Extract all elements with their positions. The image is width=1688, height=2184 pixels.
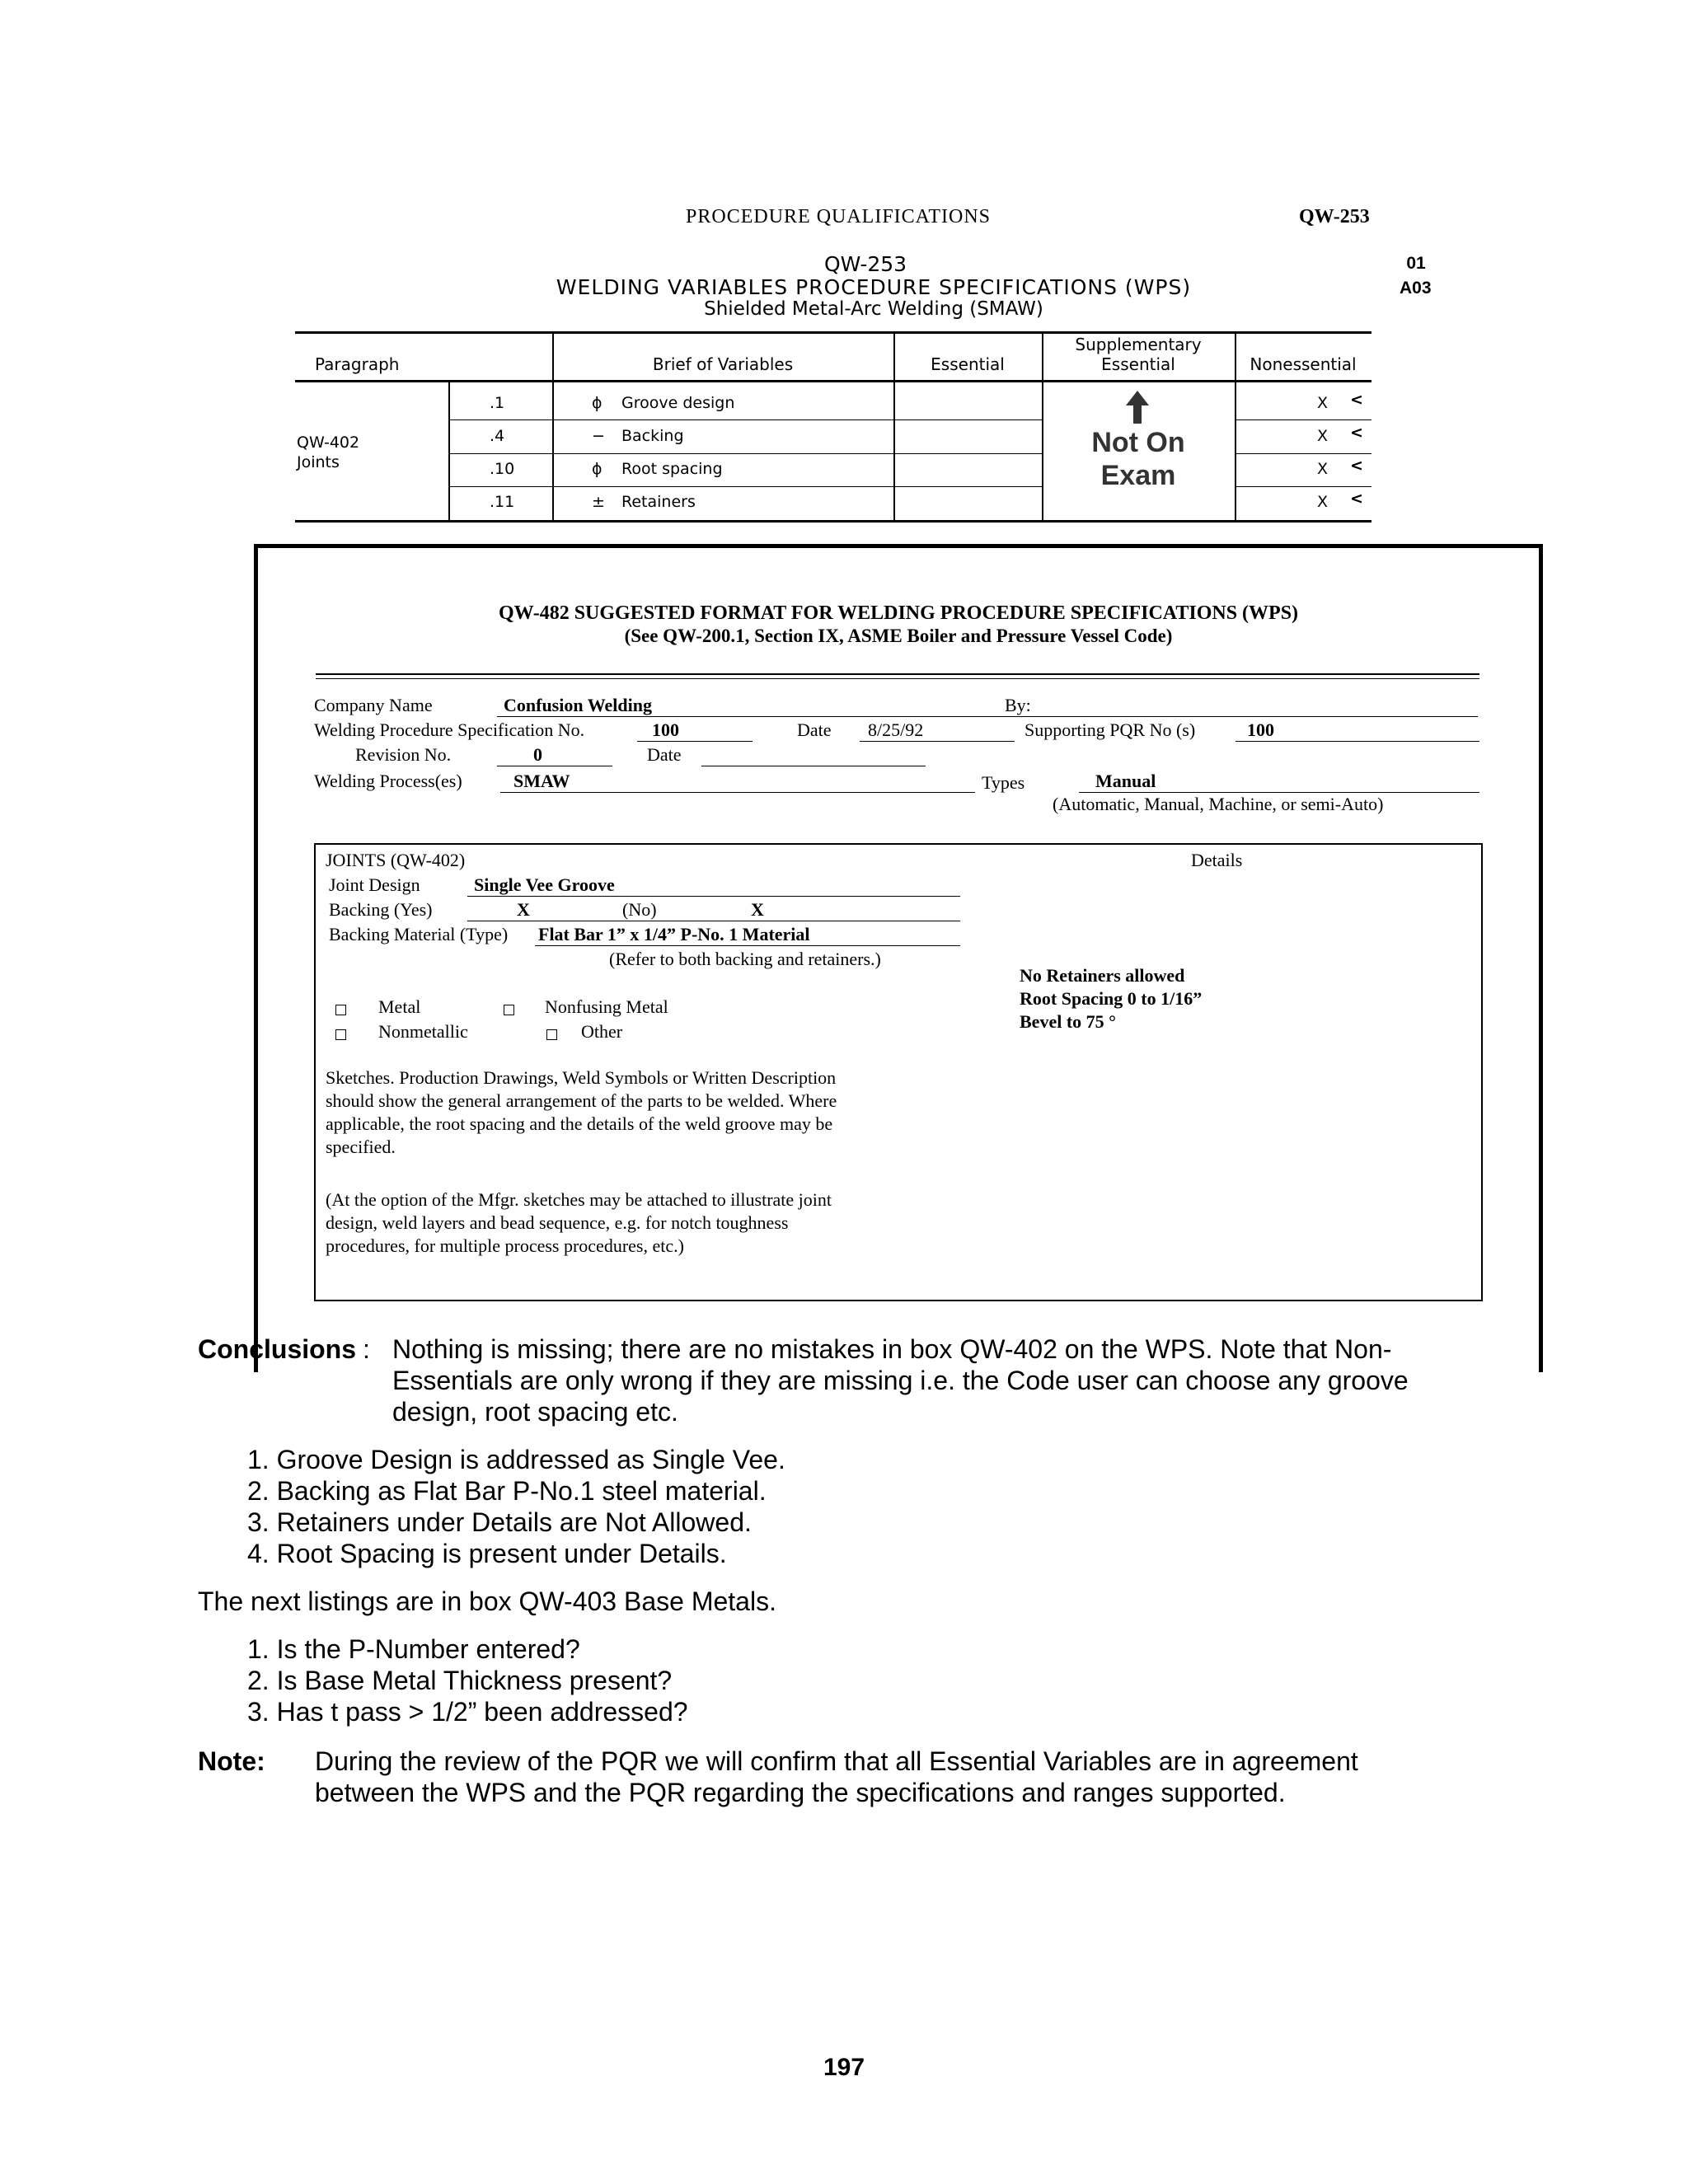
variables-table <box>295 331 1372 523</box>
form-subtitle: (See QW-200.1, Section IX, ASME Boiler and Pressure Vessel Code) <box>624 626 1173 646</box>
types-label: Types <box>982 772 1025 793</box>
row-divider <box>1235 486 1372 487</box>
detail-bevel: Bevel to 75 ° <box>1020 1011 1116 1032</box>
row-variable: Retainers <box>621 493 696 511</box>
refer-note: (Refer to both backing and retainers.) <box>609 949 881 969</box>
sketch-text: specified. <box>326 1137 396 1157</box>
field-underline <box>1236 741 1479 742</box>
header-brief: Brief of Variables <box>652 354 794 374</box>
row-variable: Root spacing <box>621 460 723 478</box>
table-subtitle: Shielded Metal-Arc Welding (SMAW) <box>704 298 1043 320</box>
field-underline <box>1041 716 1478 717</box>
joints-section <box>314 843 1483 1301</box>
row-pointer: < <box>1350 457 1363 475</box>
next-listings: The next listings are in box QW-403 Base Metals. <box>198 1586 776 1616</box>
company-value: Confusion Welding <box>504 695 652 715</box>
nonfusing-checkbox[interactable] <box>504 1005 514 1015</box>
edition-marker-2: A03 <box>1400 279 1432 298</box>
backing-material-label: Backing Material (Type) <box>329 924 509 944</box>
option-text: (At the option of the Mfgr. sketches may be attached to illustrate joint <box>326 1189 832 1210</box>
other-option: Other <box>581 1021 623 1042</box>
row-divider <box>448 486 1042 487</box>
process-label: Welding Process(es) <box>314 771 462 791</box>
row-variable: Groove design <box>621 394 735 412</box>
sketch-text: applicable, the root spacing and the details of the weld groove may be <box>326 1113 833 1134</box>
row-variable: Backing <box>621 427 684 445</box>
header-supplementary-essential: Essential <box>1101 354 1175 374</box>
field-underline <box>1079 792 1479 793</box>
wps-form <box>254 544 1543 1372</box>
nonfusing-option: Nonfusing Metal <box>545 996 668 1017</box>
row-symbol: ± <box>592 493 605 511</box>
table-title: WELDING VARIABLES PROCEDURE SPECIFICATIONS (WPS) <box>556 275 1192 299</box>
row-number: .10 <box>490 460 515 478</box>
joint-design-label: Joint Design <box>329 874 420 895</box>
row-number: .1 <box>490 394 505 412</box>
row-number: .4 <box>490 427 505 445</box>
section-title: PROCEDURE QUALIFICATIONS <box>686 206 992 227</box>
joint-design-value: Single Vee Groove <box>474 874 615 895</box>
other-checkbox[interactable] <box>546 1029 557 1040</box>
conclusions-label: Conclusions <box>198 1334 357 1364</box>
field-underline <box>500 792 975 793</box>
row-mark: X <box>1317 394 1329 412</box>
row-symbol: − <box>592 427 605 445</box>
field-underline <box>860 741 1015 742</box>
conclusions-text: design, root spacing etc. <box>392 1397 678 1427</box>
types-value: Manual <box>1095 771 1156 791</box>
process-value: SMAW <box>513 771 570 791</box>
option-text: procedures, for multiple process procedures, etc.) <box>326 1235 684 1256</box>
header-essential: Essential <box>931 354 1005 374</box>
note-text: During the review of the PQR we will confirm that all Essential Variables are in agreement <box>315 1746 1358 1776</box>
option-text: design, weld layers and bead sequence, e.g. for notch toughness <box>326 1212 789 1233</box>
detail-retainers: No Retainers allowed <box>1020 965 1185 986</box>
wps-value: 100 <box>652 719 679 740</box>
table-header-rule <box>295 380 1372 382</box>
form-rule <box>316 673 1479 675</box>
by-label: By: <box>1005 695 1031 715</box>
paragraph-label: QW-402 <box>297 434 360 452</box>
field-underline <box>535 945 960 946</box>
revision-value: 0 <box>533 744 542 765</box>
annotation-exam: Exam <box>1100 460 1176 491</box>
list-item: 2. Is Base Metal Thickness present? <box>247 1666 673 1695</box>
joints-heading: JOINTS (QW-402) <box>326 850 466 870</box>
conclusions-text: Essentials are only wrong if they are missing i.e. the Code user can choose any groove <box>392 1366 1409 1395</box>
row-pointer: < <box>1350 490 1363 508</box>
revision-label: Revision No. <box>355 744 452 765</box>
backing-yes-value: X <box>517 899 530 920</box>
note-text: between the WPS and the PQR regarding the specifications and ranges supported. <box>315 1778 1286 1807</box>
backing-material-value: Flat Bar 1” x 1/4” P-No. 1 Material <box>538 924 810 944</box>
detail-root-spacing: Root Spacing 0 to 1/16” <box>1020 988 1203 1009</box>
conclusions-colon: : <box>363 1334 370 1364</box>
form-rule <box>316 678 1479 679</box>
page-number: 197 <box>823 2054 865 2081</box>
metal-option: Metal <box>378 996 421 1017</box>
field-underline <box>467 896 960 897</box>
list-item: 3. Retainers under Details are Not Allowed. <box>247 1507 752 1537</box>
annotation-not-on: Not On <box>1091 427 1185 458</box>
up-arrow-icon <box>1121 389 1154 425</box>
conclusions-text: Nothing is missing; there are no mistakes in box QW-402 on the WPS. Note that Non- <box>392 1334 1392 1364</box>
types-hint: (Automatic, Manual, Machine, or semi-Auto) <box>1053 794 1384 814</box>
row-mark: X <box>1317 460 1329 478</box>
pqr-value: 100 <box>1247 719 1274 740</box>
list-item: 2. Backing as Flat Bar P-No.1 steel material. <box>247 1476 767 1506</box>
note-label: Note: <box>198 1746 265 1776</box>
nonmetallic-option: Nonmetallic <box>378 1021 468 1042</box>
list-item: 4. Root Spacing is present under Details. <box>247 1539 727 1568</box>
col-divider <box>448 380 450 523</box>
details-label: Details <box>1191 850 1243 870</box>
row-pointer: < <box>1350 391 1363 409</box>
list-item: 3. Has t pass > 1/2” been addressed? <box>247 1697 688 1727</box>
row-mark: X <box>1317 427 1329 445</box>
list-item: 1. Is the P-Number entered? <box>247 1634 580 1664</box>
header-nonessential: Nonessential <box>1250 354 1357 374</box>
edition-marker: 01 <box>1406 254 1426 273</box>
pqr-label: Supporting PQR No (s) <box>1025 719 1196 740</box>
wps-label: Welding Procedure Specification No. <box>314 719 585 740</box>
row-divider <box>1235 419 1372 420</box>
company-label: Company Name <box>314 695 433 715</box>
row-number: .11 <box>490 493 515 511</box>
table-top-rule <box>295 331 1372 334</box>
field-underline <box>637 741 753 742</box>
header-supplementary: Supplementary <box>1075 335 1202 354</box>
row-mark: X <box>1317 493 1329 511</box>
row-symbol: ϕ <box>592 394 603 412</box>
revision-date-label: Date <box>647 744 682 765</box>
section-code: QW-253 <box>1299 206 1370 227</box>
row-divider <box>448 453 1042 454</box>
sketch-text: Sketches. Production Drawings, Weld Symbols or Written Description <box>326 1067 837 1088</box>
backing-yes-label: Backing (Yes) <box>329 899 433 920</box>
table-bottom-rule <box>295 520 1372 523</box>
header-paragraph: Paragraph <box>315 354 400 374</box>
date-label: Date <box>797 719 832 740</box>
paragraph-joints-label: Joints <box>297 453 340 471</box>
backing-no-label: (No) <box>622 899 657 920</box>
row-pointer: < <box>1350 424 1363 442</box>
nonmetallic-checkbox[interactable] <box>335 1029 346 1040</box>
backing-no-value: X <box>751 899 764 920</box>
list-item: 1. Groove Design is addressed as Single Vee. <box>247 1445 785 1474</box>
date-value: 8/25/92 <box>868 719 924 740</box>
row-symbol: ϕ <box>592 460 603 478</box>
table-code: QW-253 <box>823 252 907 276</box>
metal-checkbox[interactable] <box>335 1005 346 1015</box>
form-title: QW-482 SUGGESTED FORMAT FOR WELDING PROCEDURE SPECIFICATIONS (WPS) <box>498 602 1299 624</box>
row-divider <box>448 419 1042 420</box>
sketch-text: should show the general arrangement of the parts to be welded. Where <box>326 1090 837 1111</box>
row-divider <box>1235 453 1372 454</box>
